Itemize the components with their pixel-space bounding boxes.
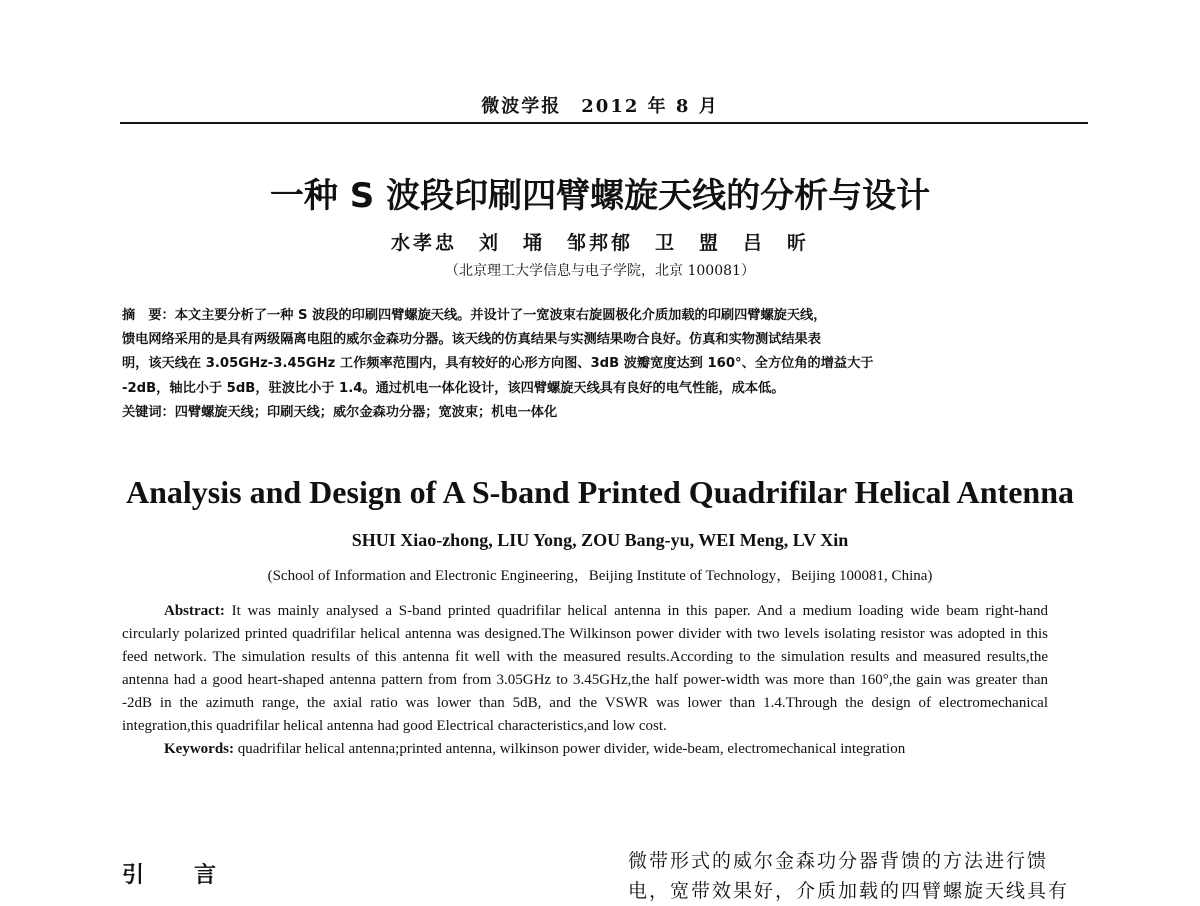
chinese-authors: 水孝忠 刘 埇 邹邦郁 卫 盟 吕 昕 — [390, 232, 809, 254]
english-authors: SHUI Xiao-zhong, LIU Yong, ZOU Bang-yu, WEI Meng, LV Xin — [351, 530, 849, 550]
english-abstract-label: Abstract: — [164, 603, 225, 619]
english-keywords — [122, 738, 1048, 761]
english-keywords-text: quadrifilar helical antenna;printed antenna, wilkinson power divider, wide-beam, electromechanical integration — [234, 741, 906, 757]
chinese-keywords — [122, 401, 1070, 425]
chinese-keywords-text: 四臂螺旋天线；印刷天线；威尔金森功分器；宽波束；机电一体化 — [174, 404, 558, 420]
chinese-keywords-label: 关键词： — [122, 404, 175, 420]
chinese-abstract — [122, 304, 1070, 425]
english-abstract — [122, 600, 1048, 761]
english-title: Analysis and Design of A S-band Printed Quadrifilar Helical Antenna — [125, 474, 1074, 510]
right-column-line: 微带形式的威尔金森功分器背馈的方法进行馈 — [628, 850, 1049, 872]
chinese-abstract-label: 摘 要： — [122, 308, 175, 323]
chinese-abstract-line: -2dB，轴比小于 5dB，驻波比小于 1.4。通过机电一体化设计，该四臂螺旋天线具有良好的电气性能，成本低。 — [122, 380, 785, 396]
english-abstract-text: It was mainly analysed a S-band printed quadrifilar helical antenna in this paper. And a medium loading wide beam right-hand circularly polarized printed quadrifilar helical antenna was designed.The Wilkinson power divider with two levels isolating resistor was adopted in this feed network. The simulation results of this antenna fit well with the measured results.According to the simulation results and measured results,the antenna had a good heart-shaped antenna pattern from from 3.05GHz to 3.45GHz,the half power-width was more than 160°,the gain was greater than -2dB in the azimuth range, the axial ratio was lower than 5dB, and the VSWR was lower than 1.4.Through the design of electromechanical integration,this quadrifilar helical antenna had good Electrical characteristics,and low cost. — [122, 603, 1048, 734]
right-column-line: 电，宽带效果好，介质加载的四臂螺旋天线具有 — [628, 880, 1070, 902]
right-column-text — [628, 846, 1088, 906]
chinese-abstract-line: 馈电网络采用的是具有两级隔离电阻的威尔金森功分器。该天线的仿真结果与实测结果吻合良好。仿真和实物测试结果表 — [122, 332, 821, 348]
english-keywords-label: Keywords: — [164, 741, 234, 757]
introduction-heading: 引 言 — [122, 863, 231, 888]
chinese-title: 一种 S 波段印刷四臂螺旋天线的分析与设计 — [269, 176, 931, 216]
chinese-affiliation: （北京理工大学信息与电子学院，北京 100081） — [445, 263, 755, 279]
english-affiliation: (School of Information and Electronic Engineering，Beijing Institute of Technology，Beijing 100081, China) — [267, 568, 933, 584]
english-abstract-paragraph — [122, 600, 1048, 738]
header-rule — [120, 122, 1088, 124]
chinese-abstract-line — [122, 304, 1070, 328]
chinese-abstract-line: 明，该天线在 3.05GHz-3.45GHz 工作频率范围内，具有较好的心形方向图、3dB 波瓣宽度达到 160°、全方位角的增益大于 — [122, 356, 874, 372]
chinese-abstract-text: 本文主要分析了一种 S 波段的印刷四臂螺旋天线。并设计了一宽波束右旋圆极化介质加载的印刷四臂螺旋天线， — [174, 308, 827, 323]
journal-header: 微波学报 2012 年 8 月 — [481, 96, 719, 117]
